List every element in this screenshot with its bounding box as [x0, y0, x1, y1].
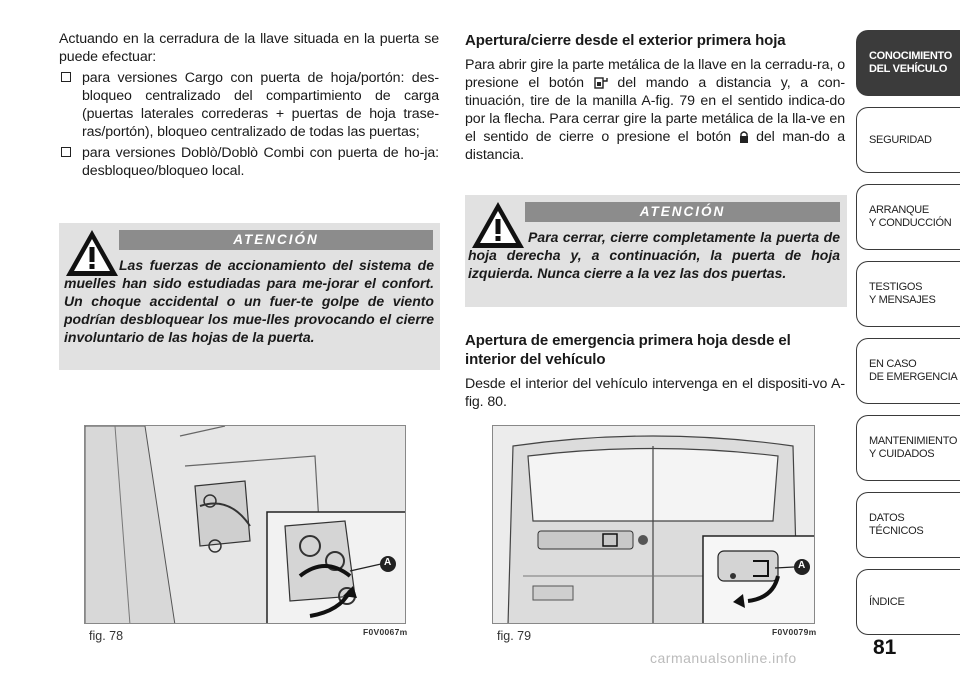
section-heading: Apertura/cierre desde el exterior primera hoja [465, 32, 786, 49]
van-rear-illustration [493, 426, 815, 624]
right-bottom-block [465, 331, 845, 411]
figure-caption: fig. 78 [89, 629, 124, 643]
tab-label: MANTENIMIENTO Y CUIDADOS [869, 435, 958, 460]
warning-box-right [465, 195, 847, 307]
figure-79 [492, 425, 815, 624]
checkbox-bullet-icon [61, 72, 71, 82]
tab-indice[interactable] [856, 569, 960, 635]
remote-lock-icon [739, 130, 749, 143]
right-top-block [465, 31, 845, 164]
section-paragraph: Desde el interior del vehículo intervenga en el dispositi-vo A-fig. 80. [465, 376, 845, 410]
tab-datos-tecnicos[interactable] [856, 492, 960, 558]
page-number: 81 [873, 636, 897, 659]
watermark: carmanualsonline.info [650, 650, 797, 666]
door-hinge-illustration [85, 426, 406, 624]
list-item [59, 69, 439, 141]
section-paragraph [465, 56, 845, 164]
intro-paragraph: Actuando en la cerradura de la llave situada en la puerta se puede efectuar: [59, 31, 439, 65]
bullet-text: para versiones Doblò/Doblò Combi con puerta de ho-ja: desbloqueo/bloqueo local. [82, 145, 439, 179]
left-intro-block [59, 30, 439, 180]
tab-en-caso-de-emergencia[interactable] [856, 338, 960, 404]
section-heading: Apertura de emergencia primera hoja desde el interior del vehículo [465, 332, 791, 368]
tab-conocimiento-del-vehiculo[interactable] [856, 30, 960, 96]
tab-label: DATOS TÉCNICOS [869, 512, 924, 537]
tab-label: CONOCIMIENTO DEL VEHÍCULO [869, 50, 952, 75]
tab-mantenimiento-y-cuidados[interactable] [856, 415, 960, 481]
paragraph-text: del man-do a distancia. [465, 129, 846, 163]
checkbox-bullet-icon [61, 147, 71, 157]
tab-label: EN CASO DE EMERGENCIA [869, 358, 958, 383]
tab-label: TESTIGOS Y MENSAJES [869, 281, 936, 306]
remote-unlock-icon [594, 76, 608, 89]
tab-label: ÍNDICE [869, 595, 905, 608]
figure-label-a: A [384, 557, 392, 568]
warning-title: ATENCIÓN [119, 230, 433, 250]
figure-code: F0V0079m [772, 627, 817, 637]
tab-label: ARRANQUE Y CONDUCCIÓN [869, 204, 952, 229]
figure-caption: fig. 79 [497, 629, 532, 643]
tab-seguridad[interactable] [856, 107, 960, 173]
bullet-text: para versiones Cargo con puerta de hoja/portón: des-bloqueo centralizado del compartimiento de carga (puertas laterales correderas + puertas de hoja trase-ras/portón), bloqueo centralizado de todas las puertas; [82, 70, 439, 140]
figure-label-a: A [798, 560, 806, 571]
tab-arranque-y-conduccion[interactable] [856, 184, 960, 250]
figure-78 [84, 425, 406, 624]
warning-title: ATENCIÓN [525, 202, 840, 222]
figure-code: F0V0067m [363, 627, 408, 637]
paragraph-text: del mando a distancia y, a con-tinuación, tire de la manilla A-fig. 79 en el sentido indica-do por la flecha. Para cerrar gire la parte metálica de la lla-ve en el sentido de cierre o presione el botón [465, 75, 846, 145]
tab-testigos-y-mensajes[interactable] [856, 261, 960, 327]
warning-text: Las fuerzas de accionamiento del sistema de muelles han sido estudiadas para me-jorar el confort. Un choque accidental o un fuer-te golpe de viento podrían desbloquear los mue-lles provocando el cierre involuntario de las hojas de la puerta. [64, 257, 434, 345]
warning-text: Para cerrar, cierre completamente la puerta de hoja derecha y, a continuación, la puerta de hoja izquierda. Nunca cierre a la vez las dos puertas. [468, 229, 840, 281]
tab-label: SEGURIDAD [869, 133, 932, 146]
list-item [59, 144, 439, 180]
warning-box-left [59, 223, 440, 370]
paragraph-text: Para abrir gire la parte metálica de la llave en la cerradu-ra, o presione el botón [465, 57, 845, 91]
